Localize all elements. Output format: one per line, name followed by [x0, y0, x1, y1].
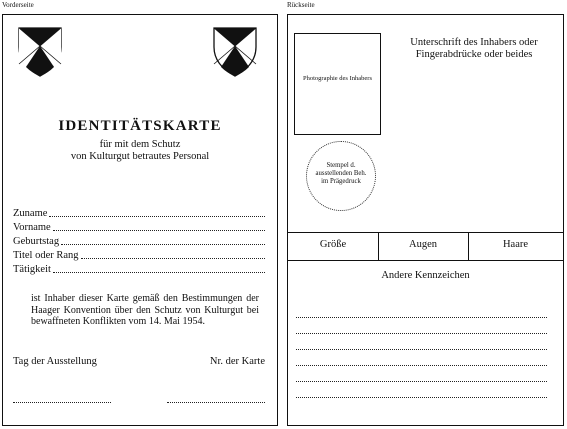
holder-statement: ist Inhaber dieser Karte gemäß den Bestimmungen der Haager Konvention über den Schutz von Kulturgut bei bewaffneten Konflikten vom 14. Mai 1954. [31, 293, 259, 327]
field-label-occupation: Tätigkeit [13, 264, 51, 275]
field-label-surname: Zuname [13, 208, 48, 219]
other-marks-dotted-line [296, 333, 547, 334]
card-subtitle-line1: für mit dem Schutz [99, 139, 181, 150]
height-column-label: Größe [319, 239, 347, 250]
field-dotted-line [53, 272, 265, 273]
signature-label: Unterschrift des Inhabers oder Fingerabdrücke oder beides [410, 37, 538, 60]
field-dotted-line [49, 216, 265, 217]
shield-emblem-right-icon [213, 27, 257, 77]
back-side-label: Rückseite [287, 1, 315, 9]
field-row-title-rank [13, 249, 265, 262]
card-title: IDENTITÄTSKARTE [58, 118, 222, 134]
field-dotted-line [53, 230, 265, 231]
photo-label: Photographie des Inhabers [303, 75, 372, 82]
field-row-surname [13, 207, 265, 220]
field-row-birthdate [13, 235, 265, 248]
other-marks-dotted-line [296, 381, 547, 382]
other-marks-dotted-line [296, 317, 547, 318]
field-label-title-rank: Titel oder Rang [13, 250, 79, 261]
front-card [2, 14, 278, 426]
card-number-label: Nr. der Karte [209, 356, 265, 367]
card-subtitle-line2: von Kulturgut betrautes Personal [70, 151, 210, 162]
shield-emblem-left-icon [18, 27, 62, 77]
field-dotted-line [61, 244, 265, 245]
other-marks-dotted-line [296, 365, 547, 366]
front-side-label: Vorderseite [2, 1, 34, 9]
photo-box [294, 33, 381, 135]
field-dotted-line [81, 258, 265, 259]
issue-date-label: Tag der Ausstellung [13, 356, 97, 367]
stamp-label: Stempel d. ausstellenden Beh. im Prägedruck [315, 162, 367, 185]
field-label-birthdate: Geburtstag [13, 236, 60, 247]
back-card [287, 14, 564, 426]
stamp-circle [306, 141, 376, 211]
eyes-column-label: Augen [409, 239, 437, 250]
field-row-firstname [13, 221, 265, 234]
characteristics-bottom-rule [288, 260, 563, 261]
other-marks-dotted-line [296, 397, 547, 398]
issue-date-dotted-line [13, 402, 111, 403]
card-number-dotted-line [167, 402, 265, 403]
other-marks-dotted-line [296, 349, 547, 350]
characteristics-top-rule [288, 232, 563, 233]
hair-column-label: Haare [502, 239, 529, 250]
field-label-firstname: Vorname [13, 222, 51, 233]
field-row-occupation [13, 263, 265, 276]
other-marks-label: Andere Kennzeichen [381, 270, 470, 281]
